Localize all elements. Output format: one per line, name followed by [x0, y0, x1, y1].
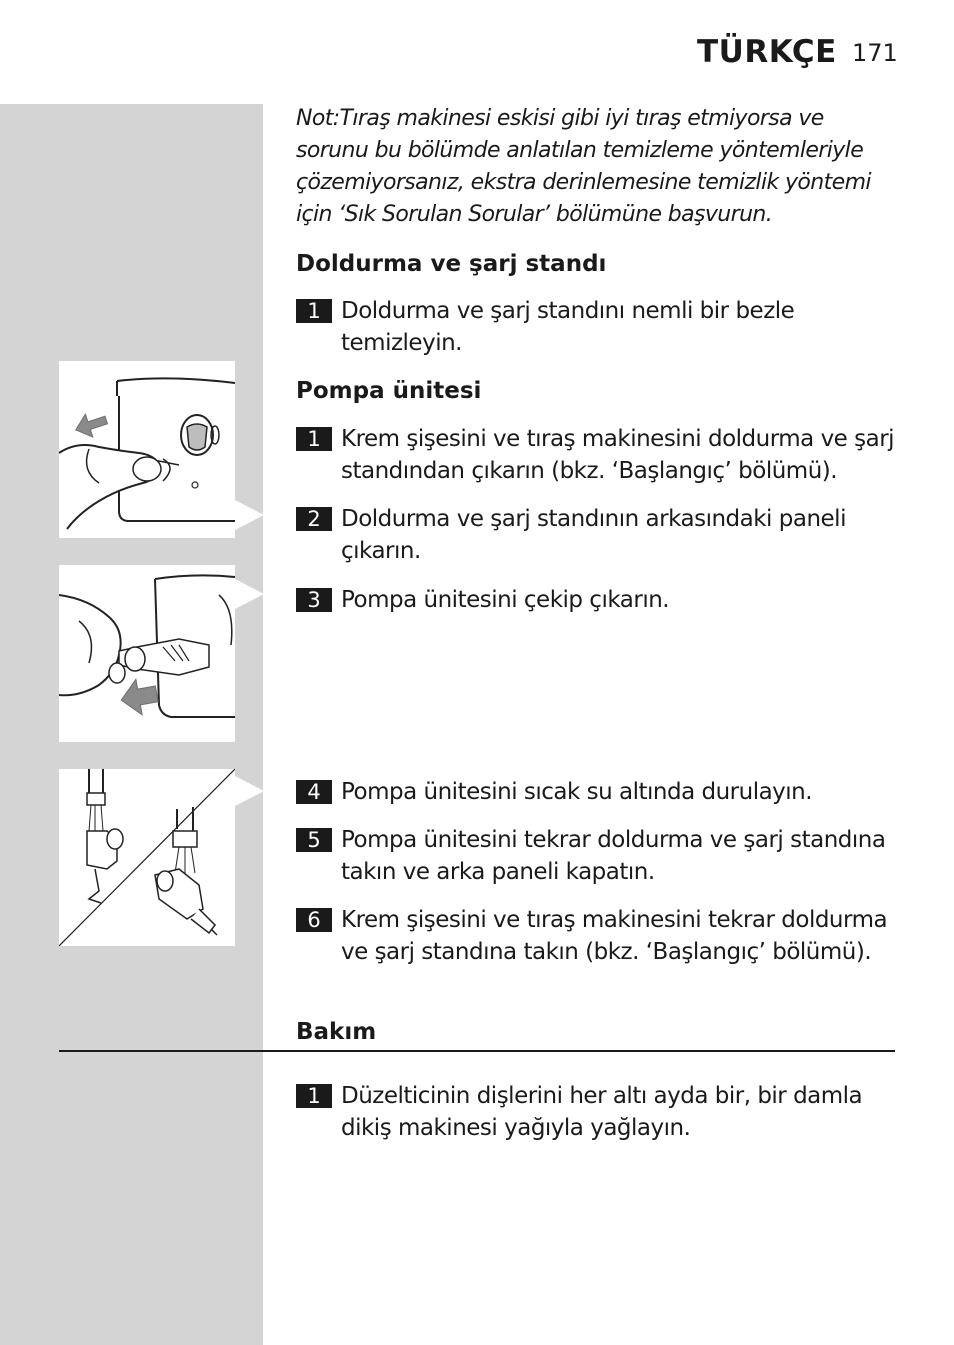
heading-pump-unit: Pompa ünitesi [296, 378, 482, 404]
step-text: Krem şişesini ve tıraş makinesini tekrar doldurma ve şarj standına takın (bkz. ‘Başlangıç’ bölümü). [341, 907, 888, 965]
figure-pointer [235, 579, 264, 609]
figure-pull-pump [59, 565, 235, 742]
step-number: 1 [296, 427, 332, 451]
step-pump-2 [296, 503, 906, 567]
step-text: Doldurma ve şarj standını nemli bir bezle temizleyin. [341, 298, 795, 356]
step-number: 1 [296, 299, 332, 323]
step-pump-4 [296, 776, 906, 808]
illustration-pump-removal [59, 565, 235, 742]
step-number: 5 [296, 828, 332, 852]
step-number: 4 [296, 780, 332, 804]
step-text: Doldurma ve şarj standının arkasındaki paneli çıkarın. [341, 506, 846, 564]
step-text: Pompa ünitesini tekrar doldurma ve şarj standına takın ve arka paneli kapatın. [341, 827, 886, 885]
note-paragraph: Not:Tıraş makinesi eskisi gibi iyi tıraş etmiyorsa ve sorunu bu bölümde anlatılan temizleme yöntemleriyle çözemiyorsanız, ekstra derinlemesine temizlik yöntemi için ‘Sık Sorulan Sorular’ bölümüne başvurun. [296, 106, 871, 227]
step-number: 2 [296, 507, 332, 531]
illustration-stand-hand [59, 361, 235, 538]
step-number: 6 [296, 908, 332, 932]
page-number: 171 [852, 39, 898, 67]
figure-remove-from-stand [59, 361, 235, 538]
step-maintenance-1 [296, 1080, 906, 1144]
step-charging-1 [296, 295, 906, 359]
step-pump-1 [296, 423, 906, 487]
section-divider [59, 1050, 895, 1052]
step-text: Pompa ünitesini sıcak su altında durulayın. [341, 779, 813, 805]
figure-rinse-pump [59, 769, 235, 946]
step-text: Pompa ünitesini çekip çıkarın. [341, 587, 670, 613]
step-pump-5 [296, 824, 906, 888]
illustration-rinse-tap [59, 769, 235, 946]
step-text: Düzelticinin dişlerini her altı ayda bir, bir damla dikiş makinesi yağıyla yağlayın. [341, 1083, 863, 1141]
step-text: Krem şişesini ve tıraş makinesini doldurma ve şarj standından çıkarın (bkz. ‘Başlangıç’ bölümü). [341, 426, 895, 484]
heading-maintenance: Bakım [296, 1019, 377, 1045]
section-language-title: TÜRKÇE [697, 34, 837, 70]
step-number: 3 [296, 588, 332, 612]
step-pump-6 [296, 904, 906, 968]
step-number: 1 [296, 1084, 332, 1108]
figure-pointer [235, 776, 264, 806]
step-pump-3 [296, 584, 906, 616]
figure-pointer [235, 500, 264, 530]
heading-charging-stand: Doldurma ve şarj standı [296, 251, 607, 277]
